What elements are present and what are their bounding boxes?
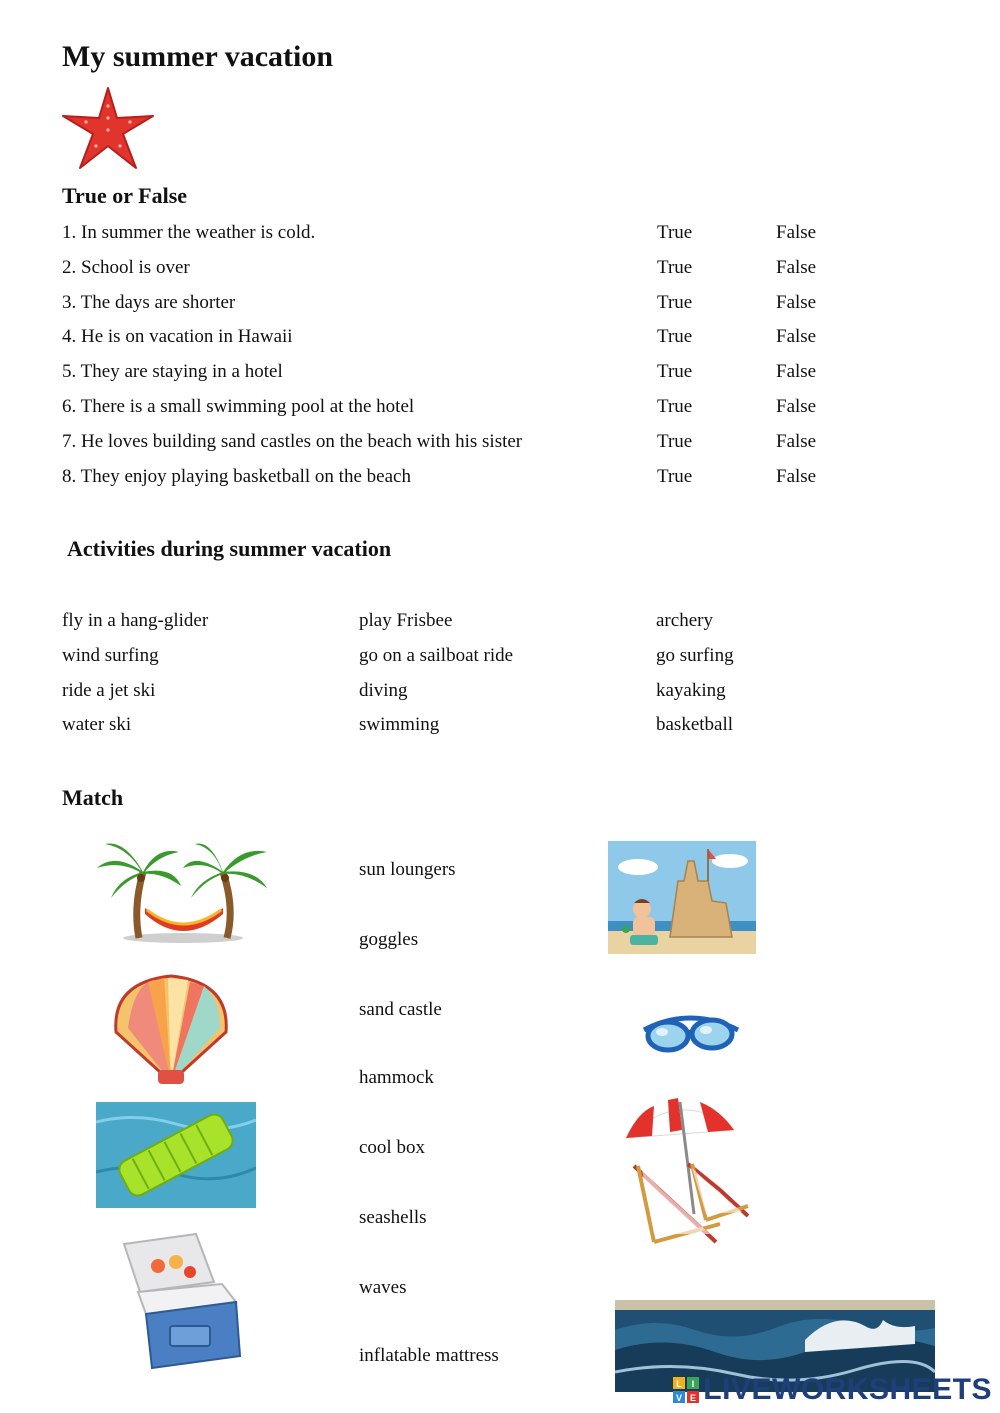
true-option[interactable]: True — [657, 257, 693, 278]
true-false-row — [62, 431, 922, 461]
logo-badge-e: E — [690, 1393, 697, 1403]
hammock-image — [95, 838, 271, 946]
sand-castle-image — [608, 841, 756, 954]
liveworksheets-watermark — [673, 1373, 992, 1407]
page-title: My summer vacation — [62, 40, 334, 73]
activity-item: play Frisbee — [359, 610, 453, 631]
match-heading: Match — [62, 785, 124, 810]
sun-loungers-image — [624, 1094, 752, 1246]
activity-item: diving — [359, 680, 408, 701]
true-false-heading: True or False — [62, 183, 188, 208]
match-word[interactable]: sand castle — [359, 999, 442, 1020]
activity-item: archery — [656, 610, 713, 631]
match-word[interactable]: sun loungers — [359, 859, 456, 880]
false-option[interactable]: False — [776, 431, 817, 452]
statement-text: 4. He is on vacation in Hawaii — [62, 326, 293, 347]
true-option[interactable]: True — [657, 396, 693, 417]
activity-item: water ski — [62, 714, 132, 735]
false-option[interactable]: False — [776, 326, 817, 347]
statement-text: 8. They enjoy playing basketball on the beach — [62, 466, 411, 487]
liveworksheets-logo-icon — [673, 1377, 699, 1403]
true-false-row — [62, 292, 922, 322]
activity-item: ride a jet ski — [62, 680, 156, 701]
goggles-image — [640, 1000, 742, 1066]
activity-item: swimming — [359, 714, 440, 735]
true-false-row — [62, 222, 922, 252]
true-false-row — [62, 466, 922, 496]
true-option[interactable]: True — [657, 466, 693, 487]
seashell-image — [108, 970, 234, 1088]
starfish-image — [60, 86, 156, 172]
false-option[interactable]: False — [776, 396, 817, 417]
logo-badge-l: L — [676, 1379, 683, 1389]
true-false-row — [62, 396, 922, 426]
logo-badge-v: V — [676, 1393, 683, 1403]
logo-badge-i: I — [692, 1379, 695, 1389]
activity-item: fly in a hang-glider — [62, 610, 209, 631]
statement-text: 7. He loves building sand castles on the beach with his sister — [62, 431, 523, 452]
statement-text: 2. School is over — [62, 257, 190, 278]
true-option[interactable]: True — [657, 431, 693, 452]
true-false-row — [62, 361, 922, 391]
activity-item: kayaking — [656, 680, 726, 701]
match-word[interactable]: waves — [359, 1277, 407, 1298]
match-word[interactable]: goggles — [359, 929, 419, 950]
watermark-text: LIVEWORKSHEETS — [703, 1373, 992, 1406]
statement-text: 5. They are staying in a hotel — [62, 361, 283, 382]
true-option[interactable]: True — [657, 361, 693, 382]
statement-text: 3. The days are shorter — [62, 292, 236, 313]
match-word[interactable]: seashells — [359, 1207, 427, 1228]
true-option[interactable]: True — [657, 222, 693, 243]
true-option[interactable]: True — [657, 292, 693, 313]
true-false-row — [62, 326, 922, 356]
statement-text: 6. There is a small swimming pool at the hotel — [62, 396, 415, 417]
activity-item: go on a sailboat ride — [359, 645, 514, 666]
activity-item: basketball — [656, 714, 734, 735]
statement-text: 1. In summer the weather is cold. — [62, 222, 316, 243]
false-option[interactable]: False — [776, 257, 817, 278]
match-word[interactable]: inflatable mattress — [359, 1345, 499, 1366]
inflatable-mattress-image — [96, 1102, 256, 1208]
false-option[interactable]: False — [776, 361, 817, 382]
false-option[interactable]: False — [776, 292, 817, 313]
false-option[interactable]: False — [776, 222, 817, 243]
true-option[interactable]: True — [657, 326, 693, 347]
activity-item: wind surfing — [62, 645, 159, 666]
match-word[interactable]: hammock — [359, 1067, 434, 1088]
activities-heading: Activities during summer vacation — [67, 536, 392, 561]
true-false-row — [62, 257, 922, 287]
match-word[interactable]: cool box — [359, 1137, 425, 1158]
false-option[interactable]: False — [776, 466, 817, 487]
cool-box-image — [118, 1232, 244, 1372]
activity-item: go surfing — [656, 645, 734, 666]
